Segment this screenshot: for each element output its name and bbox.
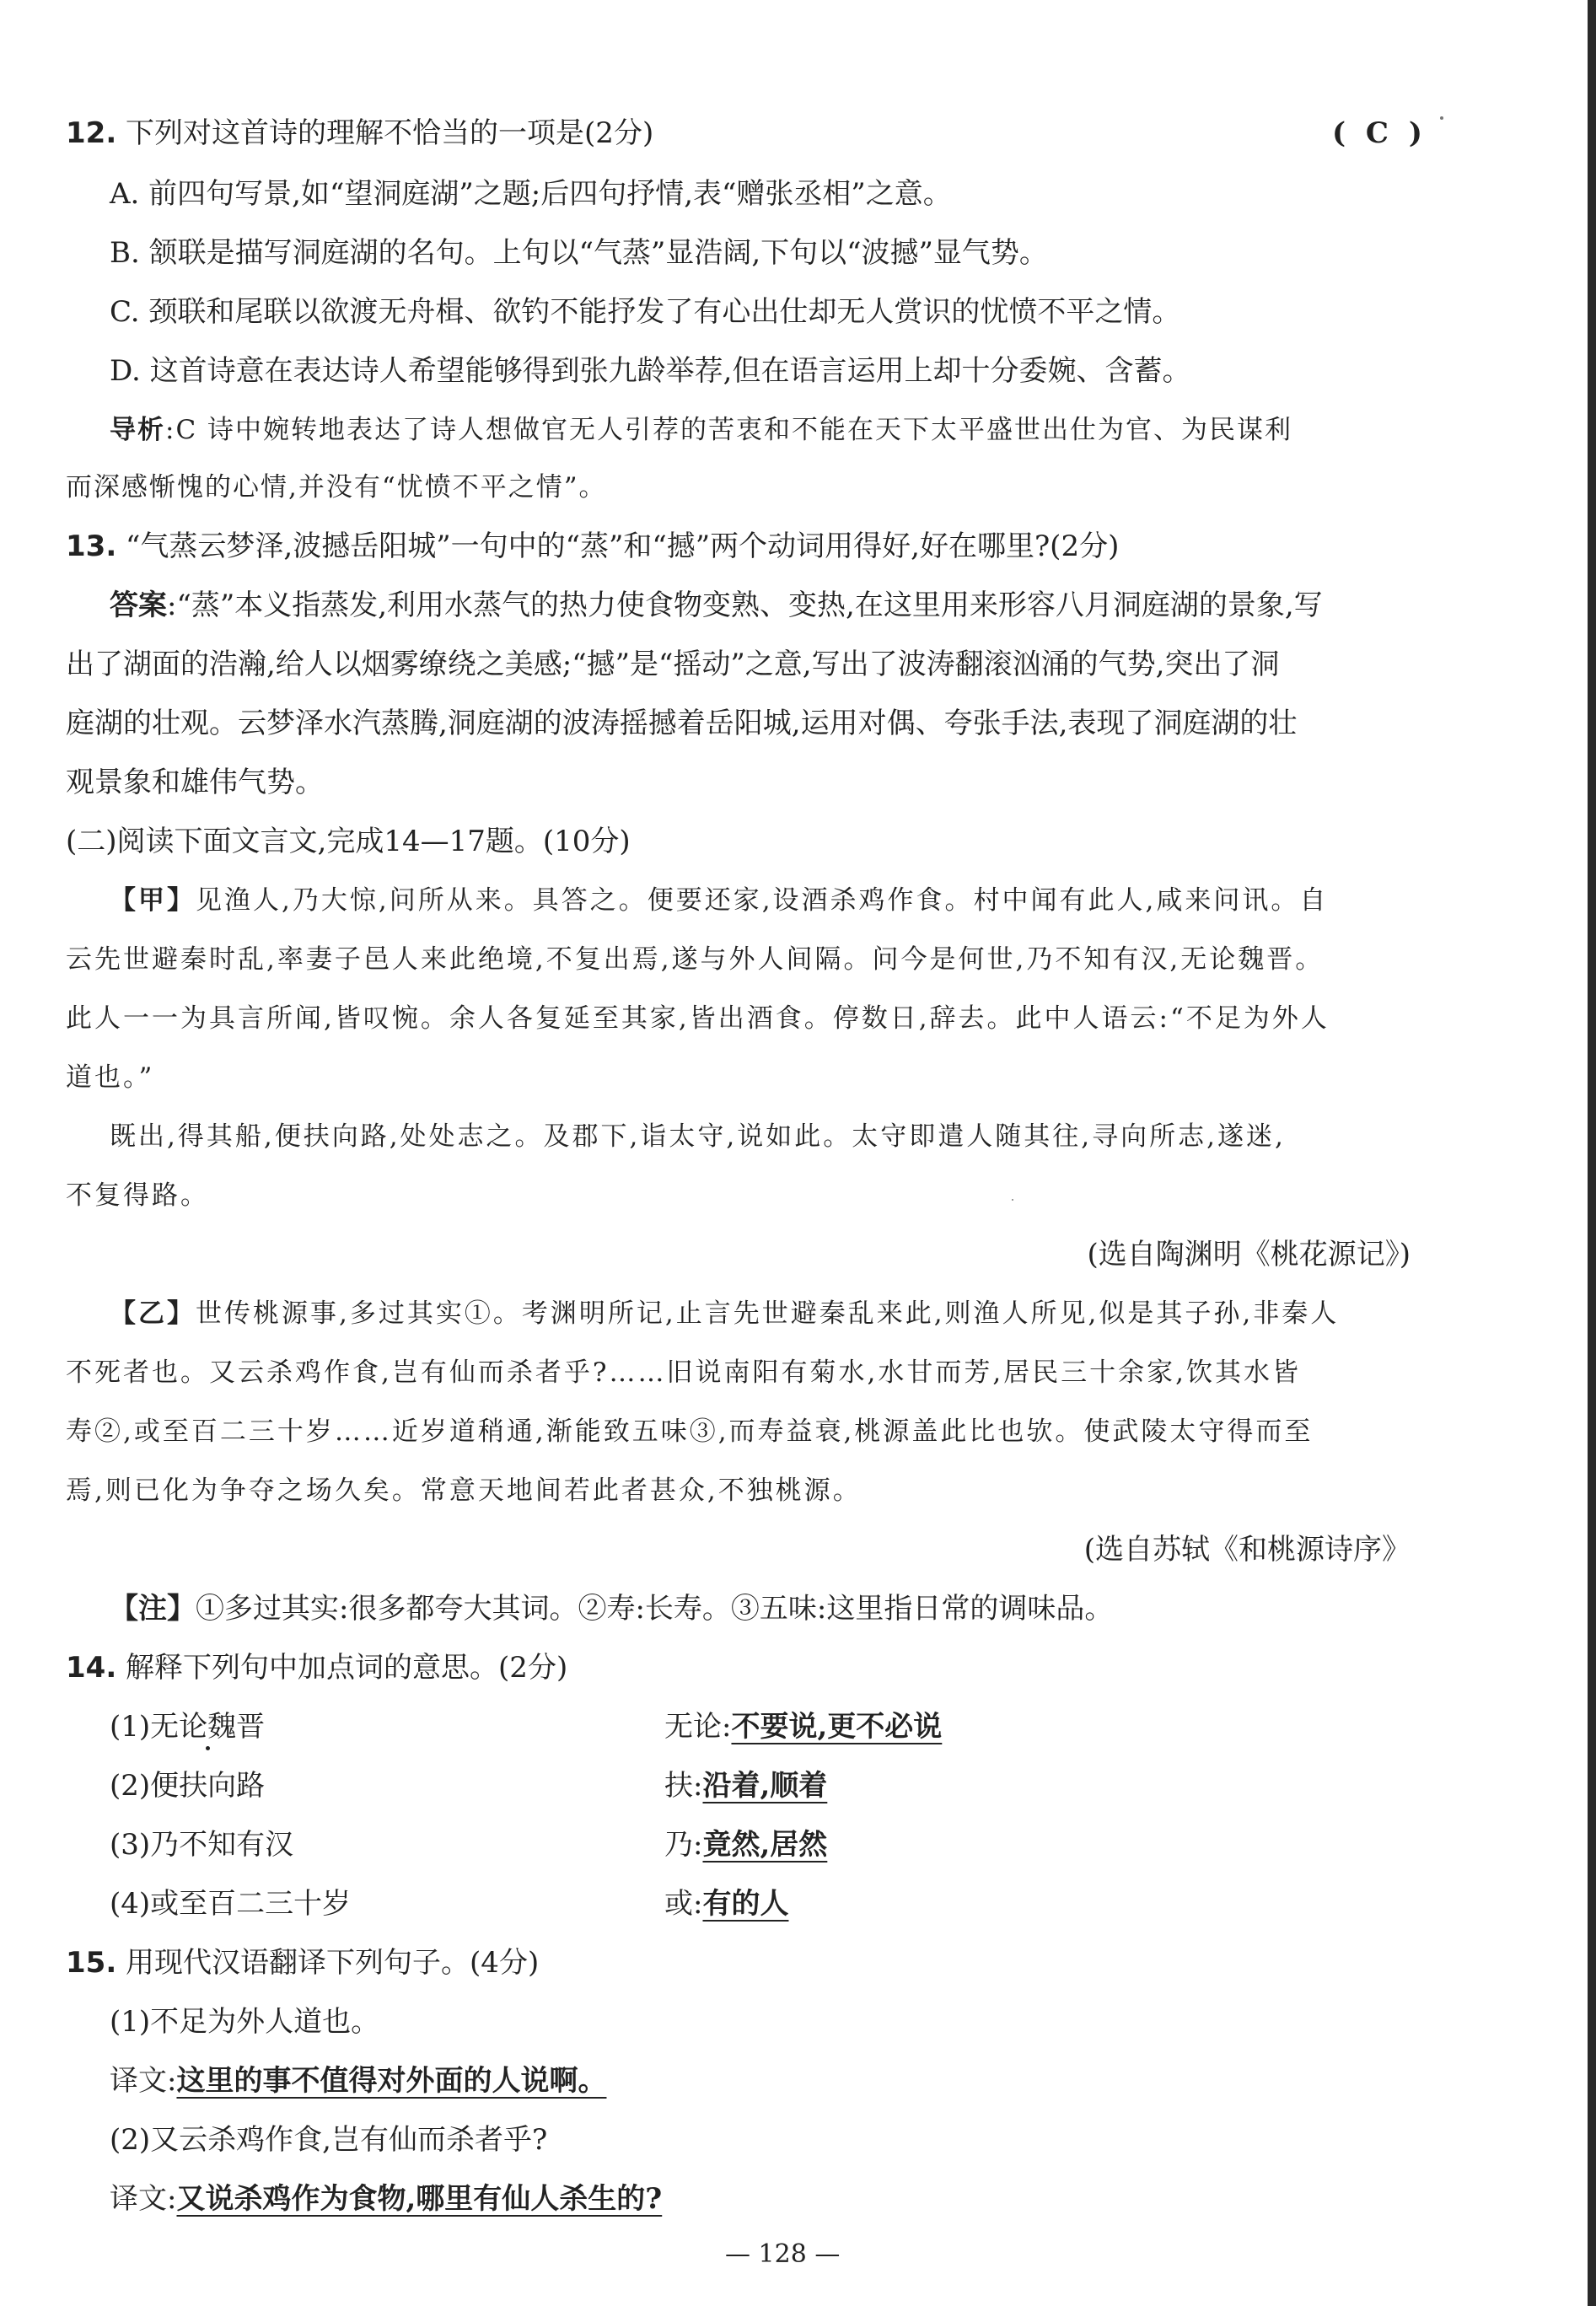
yi-label: 【乙】 [110, 1298, 196, 1329]
q14-item2 [110, 1767, 265, 1804]
q12-analysis-label: 导析 [110, 415, 165, 445]
jia-line6: 不复得路。 [66, 1180, 209, 1211]
jia-line2: 云先世避秦时乱,率妻子邑人来此绝境,不复出焉,遂与外人间隔。问今是何世,乃不知有汉,无论魏晋。 [66, 944, 1325, 975]
q12-analysis-text1: :C 诗中婉转地表达了诗人想做官无人引荐的苦衷和不能在天下太平盛世出仕为官、为民谋利 [165, 415, 1293, 445]
q14-answer3 [664, 1826, 827, 1863]
q14-item3-no: (3) [110, 1828, 151, 1862]
q14-stem [66, 1649, 567, 1686]
q14-item3-text: 乃不知有汉 [150, 1828, 294, 1862]
q13-answer-label: 答案 [110, 589, 167, 622]
q12-option-a: A. 前四句写景,如“望洞庭湖”之题;后四句抒情,表“赠张丞相”之意。 [110, 177, 952, 211]
q14-item3 [110, 1826, 293, 1863]
q14-answer4-text: 有的人 [702, 1887, 789, 1921]
q14-answer1 [664, 1708, 942, 1745]
q14-term1: 无论: [664, 1710, 732, 1744]
q14-number: 14. [66, 1651, 117, 1685]
q14-answer1-text: 不要说,更不必说 [731, 1710, 943, 1744]
q14-term3: 乃: [664, 1828, 703, 1862]
q14-answer2-text: 沿着,顺着 [702, 1769, 828, 1803]
margin-dot [1440, 116, 1443, 120]
q12-stem [66, 115, 653, 152]
q13-number: 13. [66, 529, 117, 563]
q14-item2-no: (2) [110, 1769, 151, 1803]
q12-option-d: D. 这首诗意在表达诗人希望能够得到张九龄举荐,但在语言运用上却十分委婉、含蓄。 [110, 354, 1191, 388]
q12-stem-text: 下列对这首诗的理解不恰当的一项是(2分) [126, 116, 654, 150]
q12-analysis-line1 [110, 411, 1292, 449]
q15-translation1 [110, 2062, 606, 2099]
q13-stem [66, 528, 1119, 565]
q12-option-c: C. 颈联和尾联以欲渡无舟楫、欲钓不能抒发了有心出仕却无人赏识的忧愤不平之情。 [110, 295, 1181, 329]
page-number: — 128 — [725, 2239, 841, 2269]
q15-translation1-text: 这里的事不值得对外面的人说啊。 [176, 2064, 607, 2098]
scan-speck [1012, 1199, 1013, 1201]
q13-answer-line4: 观景象和雄伟气势。 [66, 766, 324, 799]
jia-line4: 道也。” [66, 1062, 155, 1093]
q15-translation2-label: 译文: [110, 2182, 177, 2216]
q15-stem-text: 用现代汉语翻译下列句子。(4分) [126, 1946, 540, 1980]
q12-analysis-line2: 而深感惭愧的心情,并没有“忧愤不平之情”。 [66, 472, 607, 503]
yi-line2: 不死者也。又云杀鸡作食,岂有仙而杀者乎?……旧说南阳有菊水,水甘而芳,居民三十余家,饮其水皆 [66, 1357, 1302, 1388]
section2-title: (二)阅读下面文言文,完成14—17题。(10分) [66, 825, 631, 858]
q14-term2: 扶: [664, 1769, 703, 1803]
yi-text1: 世传桃源事,多过其实①。考渊明所记,止言先世避秦乱来此,则渔人所见,似是其子孙,非秦人 [196, 1298, 1340, 1329]
q13-answer-line3: 庭湖的壮观。云梦泽水汽蒸腾,洞庭湖的波涛摇撼着岳阳城,运用对偶、夸张手法,表现了洞庭湖的壮 [66, 707, 1298, 740]
q14-item1-text: 无论魏晋 [150, 1710, 266, 1744]
q14-stem-text: 解释下列句中加点词的意思。(2分) [126, 1651, 568, 1685]
q15-stem [66, 1944, 539, 1981]
q14-item4-no: (4) [110, 1887, 151, 1921]
q12-option-b: B. 颔联是描写洞庭湖的名句。上句以“气蒸”显浩阔,下句以“波撼”显气势。 [110, 236, 1048, 270]
note-text: ①多过其实:很多都夸大其词。②寿:长寿。③五味:这里指日常的调味品。 [196, 1592, 1114, 1626]
note-line [110, 1590, 1113, 1627]
jia-line3: 此人一一为具言所闻,皆叹惋。余人各复延至其家,皆出酒食。停数日,辞去。此中人语云:“不足为外人 [66, 1003, 1330, 1034]
jia-line5: 既出,得其船,便扶向路,处处志之。及郡下,诣太守,说如此。太守即遣人随其往,寻向所志,遂迷, [110, 1121, 1286, 1152]
yi-source: (选自苏轼《和桃源诗序》 [1083, 1533, 1411, 1567]
q14-answer4 [664, 1885, 788, 1922]
q14-item2-text: 便扶向路 [150, 1769, 266, 1803]
q15-number: 15. [66, 1946, 117, 1980]
jia-source: (选自陶渊明《桃花源记》) [1087, 1238, 1411, 1271]
q15-sentence2: (2)又云杀鸡作食,岂有仙而杀者乎? [110, 2123, 548, 2157]
q15-translation1-label: 译文: [110, 2064, 177, 2098]
page-edge [1588, 0, 1596, 2306]
q14-answer3-text: 竟然,居然 [702, 1828, 828, 1862]
yi-line4: 焉,则已化为争夺之场久矣。常意天地间若此者甚众,不独桃源。 [66, 1476, 862, 1506]
q14-item4-text: 或至百二三十岁 [150, 1887, 352, 1921]
q12-answer: ( C ) [1332, 116, 1427, 150]
q14-term4: 或: [664, 1887, 703, 1921]
jia-line1 [110, 882, 1328, 919]
yi-line1 [110, 1295, 1339, 1332]
q15-translation2 [110, 2180, 662, 2217]
q15-sentence1: (1)不足为外人道也。 [110, 2005, 380, 2039]
q12-number: 12. [66, 116, 117, 150]
q14-item1-no: (1) [110, 1710, 151, 1744]
q14-item4 [110, 1885, 351, 1922]
q15-translation2-text: 又说杀鸡作为食物,哪里有仙人杀生的? [176, 2182, 663, 2216]
q14-answer2 [664, 1767, 827, 1804]
jia-label: 【甲】 [110, 885, 196, 916]
q13-stem-text: “气蒸云梦泽,波撼岳阳城”一句中的“蒸”和“撼”两个动词用得好,好在哪里?(2分) [126, 529, 1120, 563]
yi-line3: 寿②,或至百二三十岁……近岁道稍通,渐能致五味③,而寿益衰,桃源盖此比也欤。使武陵太守得而至 [66, 1416, 1314, 1447]
q13-answer-text1: :“蒸”本义指蒸发,利用水蒸气的热力使食物变熟、变热,在这里用来形容八月洞庭湖的景象,写 [167, 589, 1323, 622]
q14-item1 [110, 1708, 265, 1745]
jia-text1: 见渔人,乃大惊,问所从来。具答之。便要还家,设酒杀鸡作食。村中闻有此人,咸来问讯。自 [196, 885, 1329, 916]
q13-answer-line2: 出了湖面的浩瀚,给人以烟雾缭绕之美感;“撼”是“摇动”之意,写出了波涛翻滚汹涌的气势,突出了洞 [66, 648, 1280, 681]
note-label: 【注】 [110, 1592, 196, 1626]
q13-answer-line1 [110, 587, 1323, 624]
